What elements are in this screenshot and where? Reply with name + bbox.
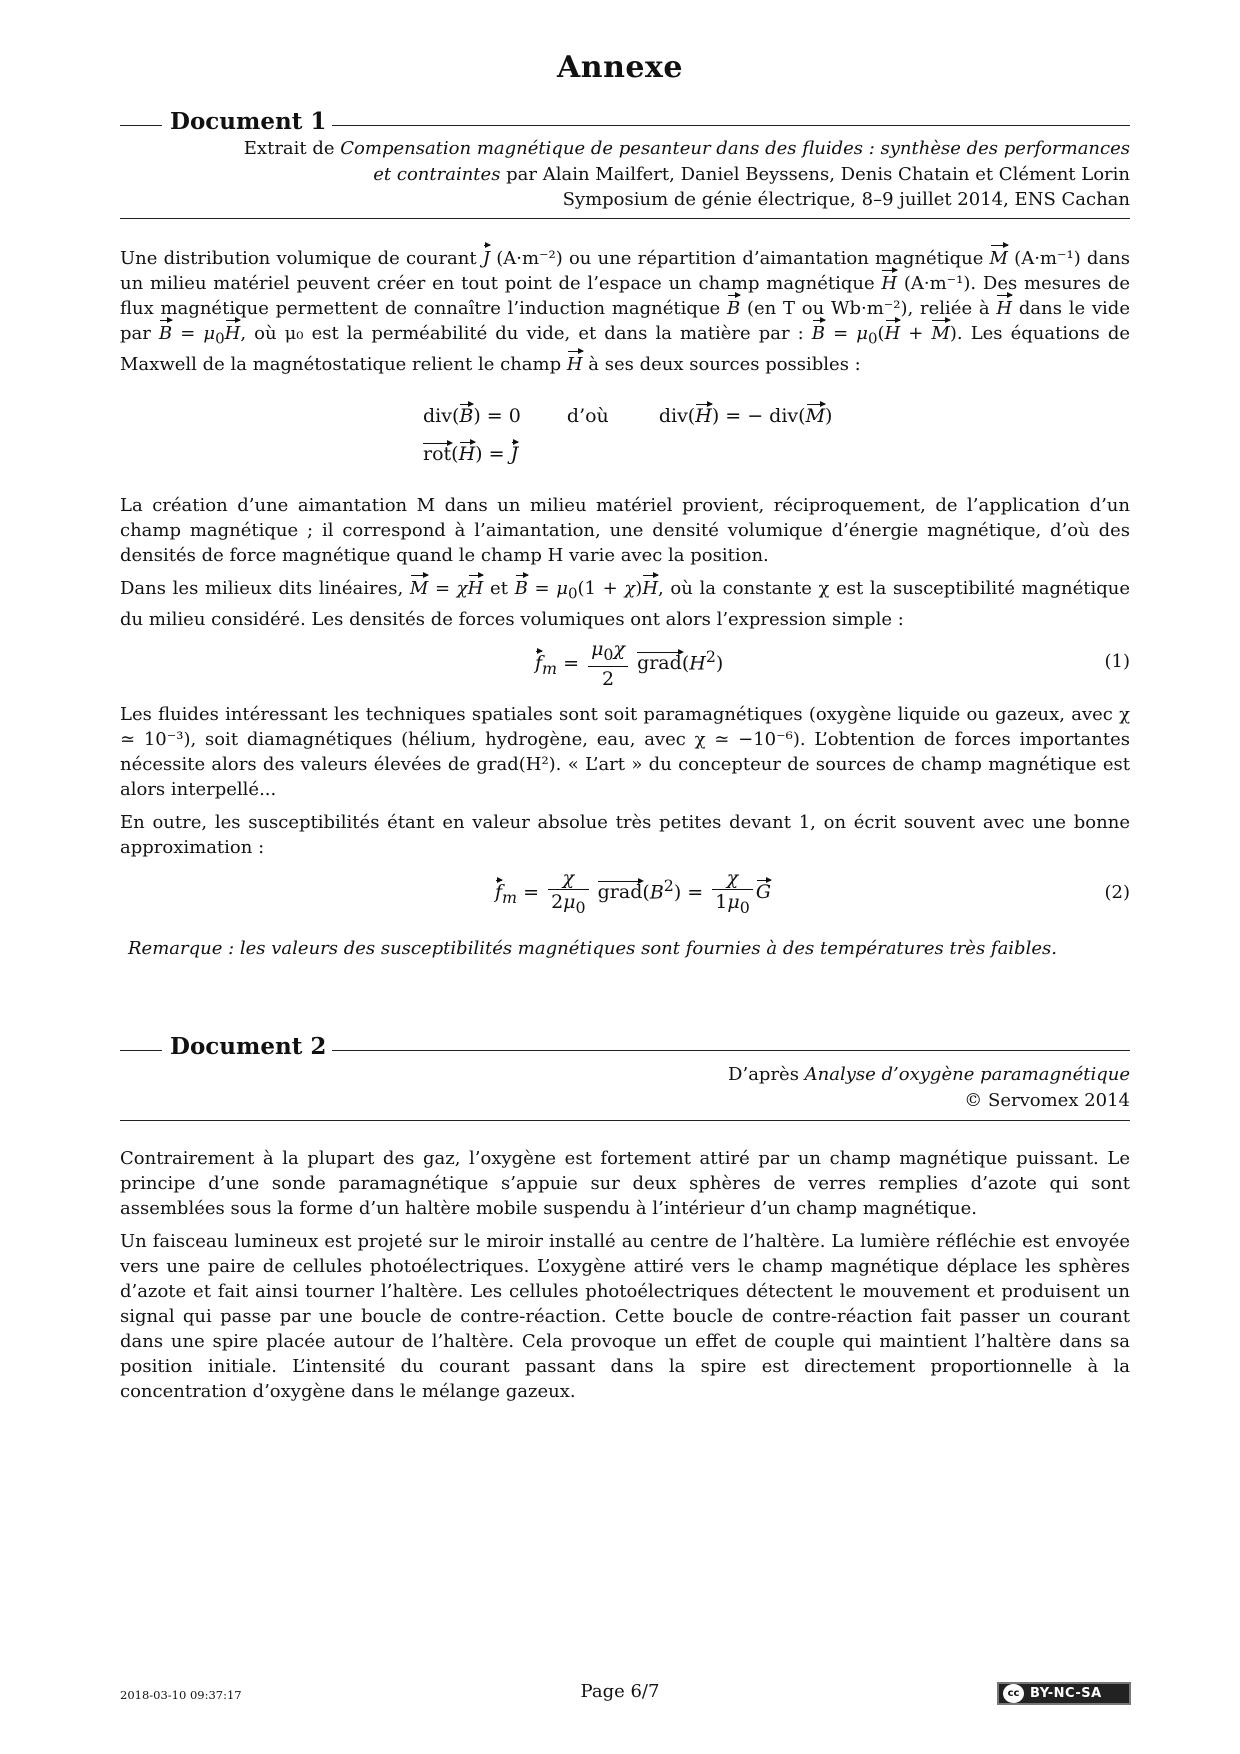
paragraph: Contrairement à la plupart des gaz, l’oxygène est fortement attiré par un champ magnétique puissant. Le principe d’une sonde paramagnétique s’appuie sur deux sphères de verres remplies d’azote qui sont assemblées sous la forme d’un haltère mobile suspendu à l’intérieur d’un champ magnétique. (120, 1148, 1130, 1219)
page-title: Annexe (557, 50, 683, 85)
document-1-body (120, 493, 1130, 632)
header-rule-left (120, 1050, 162, 1051)
paragraph: Les fluides intéressant les techniques spatiales sont soit paramagnétiques (oxygène liquide ou gazeux, avec χ ≃ 10⁻³), soit diamagnétiques (hélium, hydrogène, eau, avec χ ≃ −10⁻⁶). L’obtention de forces importantes nécessite alors des valeurs élevées de grad(H²). « L’art » du concepteur de sources de champ magnétique est alors interpellé... (120, 704, 1130, 800)
document-1-continued (120, 702, 1130, 860)
document-1-label: Document 1 (170, 108, 327, 135)
paragraph: En outre, les susceptibilités étant en valeur absolue très petites devant 1, on écrit souvent avec une bonne approximation : (120, 812, 1130, 858)
maxwell-equation-div: div(B) = 0 d’où div(H) = − div(M) (423, 405, 833, 427)
source-rule (120, 1120, 1130, 1121)
paragraph: Dans les milieux dits linéaires, M = χH et $B = \mu_0(1 + \chi)H$, où la constante χ est la susceptibilité magnétique du milieu considéré. Les densités de forces volumiques ont alors l’expression simple : (120, 578, 1130, 630)
creative-commons-icon: cc (1003, 1684, 1024, 1703)
equation-1: $f_m$ = $\frac{\mu_0\chi}{2}$ $grad(H^2)$ (535, 638, 724, 690)
remark: Remarque : les valeurs des susceptibilités magnétiques sont fournies à des températures très faibles. (128, 938, 1057, 959)
source-authors: par Alain Mailfert, Daniel Beyssens, Denis Chatain et Clément Lorin (500, 163, 1130, 185)
equation-2: $f_m$ = $\frac{\chi}{2\mu_0}$ $grad(B^2)$ = $\frac{\chi}{1\mu_0}$ G (495, 867, 771, 917)
source-venue: Symposium de génie électrique, 8–9 juillet 2014, ENS Cachan (562, 189, 1130, 210)
footer-timestamp: 2018-03-10 09:37:17 (120, 1688, 242, 1702)
header-rule-left (120, 125, 162, 126)
document-2-source (120, 1062, 1130, 1113)
source-title: Compensation magnétique de pesanteur dans des fluides : synthèse des performances (340, 138, 1130, 159)
license-label: BY-NC-SA (1030, 1686, 1102, 1701)
source-prefix: Extrait de (243, 138, 341, 159)
equation-connector: d’où (566, 405, 609, 427)
paragraph: Une distribution volumique de courant J (A·m⁻²) ou une répartition d’aimantation magnétique M (A·m⁻¹) dans un milieu matériel peuvent créer en tout point de l’espace un champ magnétique H (A·m⁻¹). Des mesures de flux magnétique permettent de connaître l’induction magnétique B (en T ou Wb·m⁻²), reliée à H dans le vide par $B = \mu_0H$, où μ₀ est la perméabilité du vide, et dans la matière par : $B = \mu_0(H + M)$. Les équations de Maxwell de la magnétostatique relient le champ H à ses deux sources possibles : (120, 248, 1131, 375)
source-title: Analyse d’oxygène paramagnétique (804, 1064, 1130, 1085)
maxwell-equation-rot: rot(H) = J (423, 443, 519, 465)
paragraph: Un faisceau lumineux est projeté sur le miroir installé au centre de l’haltère. La lumière réfléchie est envoyée vers une paire de cellules photoélectriques. L’oxygène attiré vers le champ magnétique déplace les sphères d’azote et fait ainsi tourner l’haltère. Les cellules photoélectriques détectent le mouvement et produisent un signal qui passe par une boucle de contre-réaction. Cette boucle de contre-réaction fait passer un courant dans une spire placée autour de l’haltère. Cela provoque un effet de couple qui maintient l’haltère dans sa position initiale. L’intensité du courant passant dans la spire est directement proportionnelle à la concentration d’oxygène dans le mélange gazeux. (120, 1231, 1130, 1402)
header-rule-right (332, 125, 1130, 126)
document-2-label: Document 2 (170, 1033, 327, 1060)
equation-1-number: (1) (1104, 651, 1130, 672)
page-number: Page 6/7 (580, 1681, 660, 1702)
source-title-end: et contraintes (373, 163, 501, 185)
source-prefix: D’après (728, 1064, 805, 1085)
document-2-body (120, 1146, 1130, 1404)
document-1-intro (120, 246, 1130, 377)
header-rule-right (332, 1050, 1130, 1051)
source-rule (120, 218, 1130, 219)
document-1-source (120, 136, 1130, 213)
cc-license-badge (997, 1682, 1131, 1705)
equation-2-number: (2) (1104, 882, 1130, 903)
source-copyright: © Servomex 2014 (964, 1089, 1130, 1111)
paragraph: La création d’une aimantation M dans un milieu matériel provient, réciproquement, de l’application d’un champ magnétique ; il correspond à l’aimantation, une densité volumique d’énergie magnétique, d’où des densités de force magnétique quand le champ H varie avec la position. (120, 495, 1130, 566)
